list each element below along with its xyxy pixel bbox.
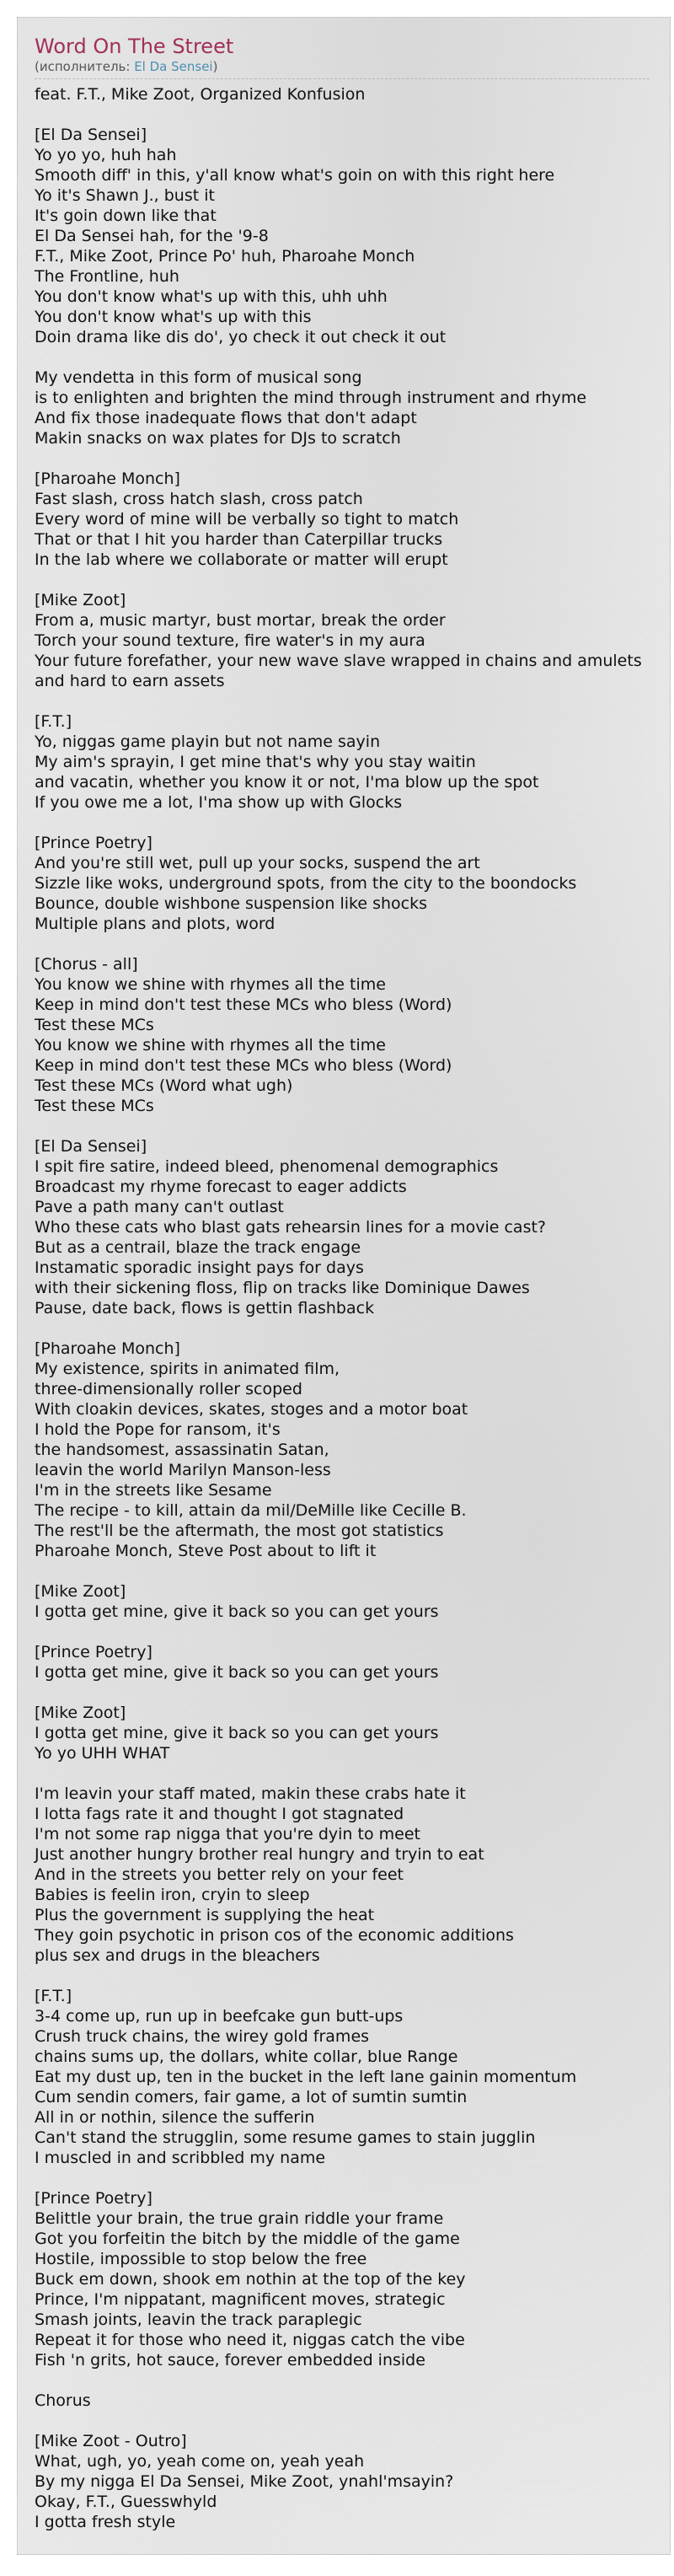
- performer-line: [35, 58, 650, 79]
- lyrics-panel: [17, 17, 671, 2555]
- performer-suffix: ): [212, 59, 218, 74]
- performer-link[interactable]: El Da Sensei: [134, 59, 213, 74]
- lyrics-text: feat. F.T., Mike Zoot, Organized Konfusion [El Da Sensei] Yo yo yo, huh hah Smooth diff' in this, y'all know what's goin on with this right here Yo it's Shawn J., bust it It's goin down like that El Da Sensei hah, for the '9-8 F.T., Mike Zoot, Prince Po' huh, Pharoahe Monch The Frontline, huh You don't know what's up with this, uhh uhh You don't know what's up with this Doin drama like dis do', yo check it out check it out My vendetta in this form of musical song is to enlighten and brighten the mind through instrument and rhyme And fix those inadequate flows that don't adapt Makin snacks on wax plates for DJs to scratch [Pharoahe Monch] Fast slash, cross hatch slash, cross patch Every word of mine will be verbally so tight to match That or that I hit you harder than Caterpillar trucks In the lab where we collaborate or matter will erupt [Mike Zoot] From a, music martyr, bust mortar, break the order Torch your sound texture, fire water's in my aura Your future forefather, your new wave slave wrapped in chains and amulets and hard to earn assets [F.T.] Yo, niggas game playin but not name sayin My aim's sprayin, I get mine that's why you stay waitin and vacatin, whether you know it or not, I'ma blow up the spot If you owe me a lot, I'ma show up with Glocks [Prince Poetry] And you're still wet, pull up your socks, suspend the art Sizzle like woks, underground spots, from the city to the boondocks Bounce, double wishbone suspension like shocks Multiple plans and plots, word [Chorus - all] You know we shine with rhymes all the time Keep in mind don't test these MCs who bless (Word) Test these MCs You know we shine with rhymes all the time Keep in mind don't test these MCs who bless (Word) Test these MCs (Word what ugh) Test these MCs [El Da Sensei] I spit fire satire, indeed bleed, phenomenal demographics Broadcast my rhyme forecast to eager addicts Pave a path many can't outlast Who these cats who blast gats rehearsin lines for a movie cast? But as a centrail, blaze the track engage Instamatic sporadic insight pays for days with their sickening floss, flip on tracks like Dominique Dawes Pause, date back, flows is gettin flashback [Pharoahe Monch] My existence, spirits in animated film, three-dimensionally roller scoped With cloakin devices, skates, stoges and a motor boat I hold the Pope for ransom, it's the handsomest, assassinatin Satan, leavin the world Marilyn Manson-less I'm in the streets like Sesame The recipe - to kill, attain da mil/DeMille like Cecille B. The rest'll be the aftermath, the most got statistics Pharoahe Monch, Steve Post about to lift it [Mike Zoot] I gotta get mine, give it back so you can get yours [Prince Poetry] I gotta get mine, give it back so you can get yours [Mike Zoot] I gotta get mine, give it back so you can get yours Yo yo UHH WHAT I'm leavin your staff mated, makin these crabs hate it I lotta fags rate it and thought I got stagnated I'm not some rap nigga that you're dyin to meet Just another hungry brother real hungry and tryin to eat And in the streets you better rely on your feet Babies is feelin iron, cryin to sleep Plus the government is supplying the heat They goin psychotic in prison cos of the economic additions plus sex and drugs in the bleachers [F.T.] 3-4 come up, run up in beefcake gun butt-ups Crush truck chains, the wirey gold frames chains sums up, the dollars, white collar, blue Range Eat my dust up, ten in the bucket in the left lane gainin momentum Cum sendin comers, fair game, a lot of sumtin sumtin All in or nothin, silence the sufferin Can't stand the strugglin, some resume games to stain jugglin I muscled in and scribbled my name [Prince Poetry] Belittle your brain, the true grain riddle your frame Got you forfeitin the bitch by the middle of the game Hostile, impossible to stop below the free Buck em down, shook em nothin at the top of the key Prince, I'm nippatant, magnificent moves, strategic Smash joints, leavin the track paraplegic Repeat it for those who need it, niggas catch the vibe Fish 'n grits, hot sauce, forever embedded inside Chorus [Mike Zoot - Outro] What, ugh, yo, yeah come on, yeah yeah By my nigga El Da Sensei, Mike Zoot, ynahl'msayin? Okay, F.T., Guesswhyld I gotta fresh style: [35, 85, 642, 2531]
- performer-prefix: (исполнитель:: [35, 59, 135, 74]
- song-header: [18, 18, 650, 79]
- song-title: Word On The Street: [35, 35, 234, 58]
